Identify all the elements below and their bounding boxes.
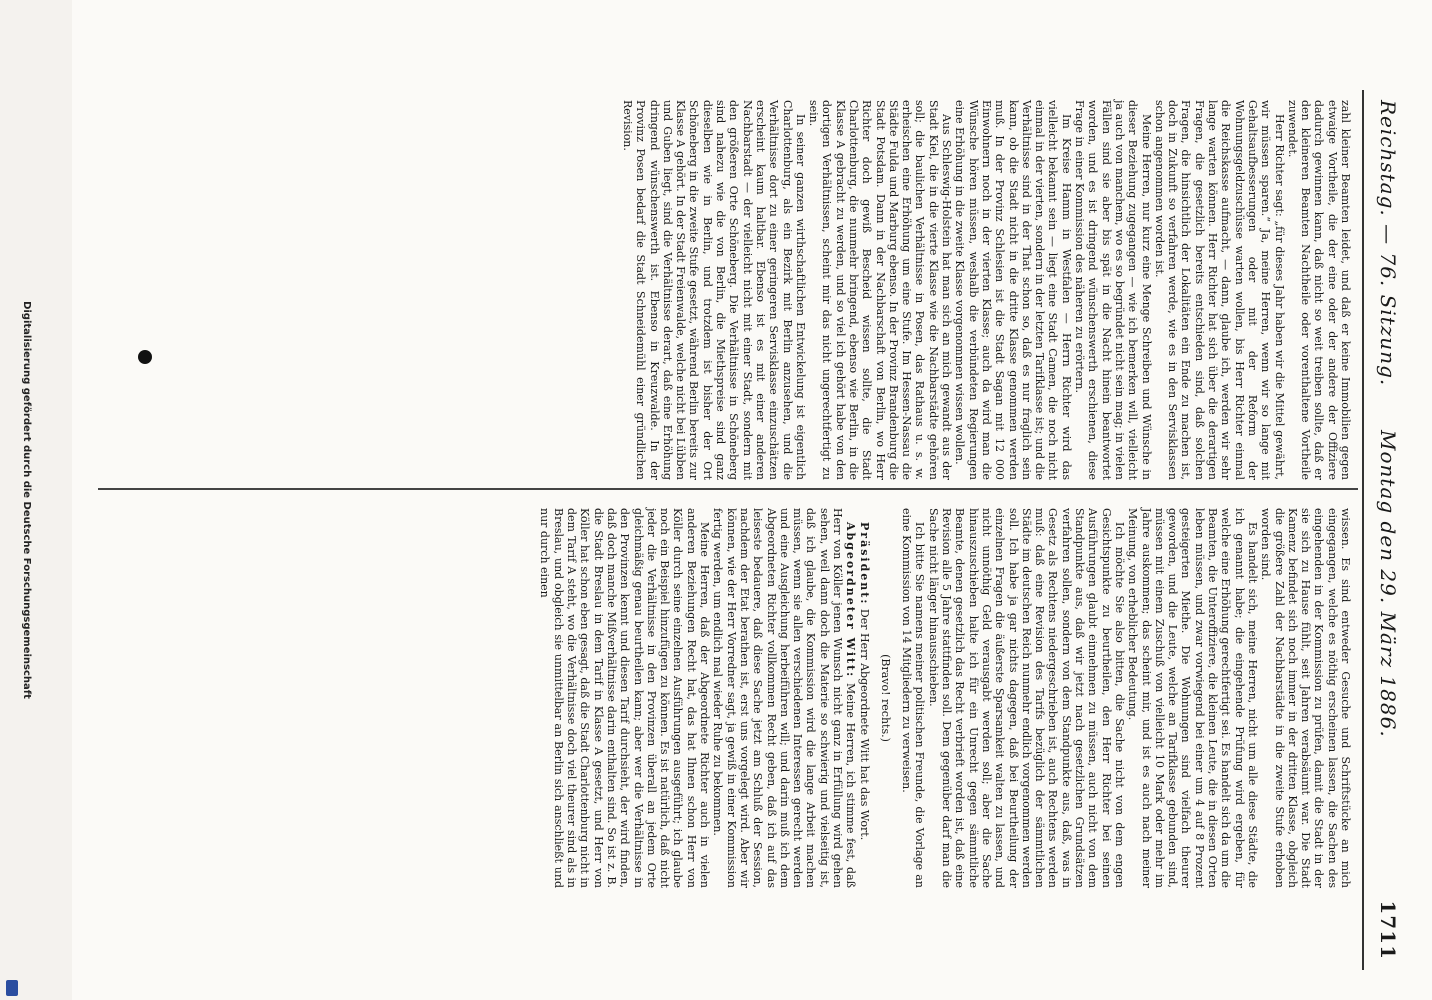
paragraph: wissen. Es sind entweder Gesuche und Schriftstücke an mich eingegangen, welche es nöthig erscheinen lassen, die Sachen des eingehenden in der Kommission zu prüfen, damit die Stadt in der sie sich zu Hause fühlt, seit Jahren verabsäumt war. Die Stadt Kamenz befindet sich noch immer in der dritten Klasse, obgleich die größere Zahl der Nachbarstädte in die zweite Stufe erhoben worden sind. (1259, 508, 1352, 888)
paragraph: zahl kleiner Beamten leidet, und daß er keine Immobilien gegen etwaige Vortheile, die der eine oder der andere der Offiziere dadurch gewinnen kann, daß nicht so weit treiben sollte, daß er den kleineren Beamten Nachtheile oder vorenthaltene Vortheile zuwendet. (1285, 100, 1352, 480)
page-number: 1711 (1376, 900, 1400, 960)
header-left: Reichstag. — 76. Sitzung. (1376, 100, 1400, 387)
column-rule (98, 488, 1358, 490)
right-column (538, 508, 1352, 888)
left-column (621, 100, 1352, 480)
paragraph: Meine Herren, nur kurz eine Menge Schreiben und Wünsche in dieser Beziehung zugegangen — wie ich bemerken will, vielleicht ja auch von manchem, wo es so begründet nicht sein mag; in vielen Fällen sind sie aber bis spät in die Nacht hinein beantwortet worden, und es ist dringend wünschenswerth erschienen, diese Frage in einer Kommission des näheren zu erörtern. (1073, 100, 1153, 480)
header-date: Montag den 29. März 1886. (1376, 430, 1400, 738)
president-speaker: Präsident: (857, 522, 871, 606)
header-rule (1362, 90, 1364, 970)
witt-paragraph: Meine Herren, daß der Abgeordnete Richter auch in vielen anderen Beziehungen Recht hat, das hat Ihnen schon Herr von Köller durch seine einzelnen Ausführungen ausgeführt; ich glaube noch ein Beispiel hinzufügen zu können. Es ist natürlich, daß nicht jeder die Verhältnisse in den Provinzen überall an jedem Orte gleichmäßig genau beurtheilen kann; aber wer die Verhältnisse in den Provinzen kennt und diesen Tarif durchsieht, der wird finden, daß doch manche Mißverhältnisse darin enthalten sind. So ist z. B. die Stadt Breslau in dem Tarif in Klasse A gesetzt, und Herr von Köller hat schon eben gesagt, daß die Stadt Charlottenburg nicht in dem Tarif A steht, wo die Verhältnisse doch viel theurer sind als in Breslau, und obgleich sie unmittelbar an Berlin sich anschließt und nur durch einen (538, 508, 712, 889)
digitization-credit: Digitalisierung gefördert durch die Deutsche Forschungsgemeinschaft (21, 301, 32, 699)
paragraph: Es handelt sich, meine Herren, nicht um alle diese Städte, die ich genannt habe; die eingehende Prüfung wird ergeben, für welche eine Erhöhung gerechtfertigt sei. Es handelt sich da um die Beamten, die Unteroffiziere, die kleinen Leute, die in diesen Orten leben müssen, und zwar vorwiegend bei einer um 4 auf 8 Prozent gesteigerten Miethe. Die Wohnungen sind vielfach theurer geworden, und die Leute, welche an Tarifklasse gebunden sind, müssen mit einem Zuschuß von vielleicht 10 Mark oder mehr im Jahre auskommen; das scheint mir, und ist es auch nach meiner Meinung, von erheblicher Bedeutung. (1126, 508, 1259, 888)
ink-spot (138, 350, 152, 364)
paragraph: Herr Richter sagt: „für dieses Jahr haben wir die Mittel gewährt, wir müssen sparen.“ Ja, meine Herren, wenn wir so lange mit Gehaltsaufbesserungen oder mit der Reform der Wohnungsgeldzuschüsse warten wollen, bis Herr Richter einmal die Reichskasse aufmacht, — dann, glaube ich, werden wir sehr lange warten können. Herr Richter hat sich über die derartigen Fragen, die gesetzlich bereits entschieden sind, daß solchen Fragen, die hinsichtlich der Lokalitäten ein Ende zu machen ist, doch in Zukunft so verfahren werde, wie es in den Servisklassen schon angenommen worden ist. (1152, 100, 1286, 480)
page-header (1364, 100, 1400, 960)
paragraph: In seiner ganzen wirthschaftlichen Entwickelung ist eigentlich Charlottenburg, als ein Bezirk mit Berlin anzusehen, und die Verhältnisse dort zu einer geringeren Servisklasse einzuschätzen erscheint kaum haltbar. Ebenso ist es mit einer anderen Nachbarstadt — der vielleicht nicht mit einer Stadt, sondern mit den größeren Orte Schöneberg. Die Verhältnisse in Schöneberg sind nahezu wie die von Berlin, die Miethspreise sind ganz dieselben wie in Berlin, und trotzdem ist bisher der Ort Schöneberg in die zweite Stufe gesetzt, während Berlin bereits zur Klasse A gehört. In der Stadt Freienwalde, welche nicht bei Lübben und Guben liegt, sind die Verhältnisse derart, daß eine Erhöhung dringend wünschenswerth ist. Ebenso in Kreuzwalde. In der Provinz Posen bedarf die Stadt Schneidemühl einer gründlichen Revision. (620, 100, 807, 480)
paragraph: Ich möchte Sie also bitten, die Sache nicht von dem engen Gesichtspunkte zu beurtheilen, den Herr Richter bei seinen Ausführungen glaubt einnehmen zu müssen, auch nicht von dem Standpunkte aus, daß wir jetzt nach gesetzlichen Grundsätzen verfahren sollen, sondern von dem Standpunkte aus, daß, was in Gesetz als Rechtens niedergeschrieben ist, auch Rechtens werden muß: daß eine Revision des Tarifs bezüglich der sämmtlichen Städte im deutschen Reich nunmehr endlich vorgenommen werden soll. Ich habe ja gar nichts dagegen, daß bei Beurtheilung der einzelnen Fragen die äußerste Sparsamkeit walten zu lassen, und nicht unnöthig Geld verausgabt werden soll; aber die Sache hinauszuschieben halte ich für ein Unrecht gegen sämmtliche Beamte, denen gesetzlich das Recht verbrieft worden ist, daß eine Revision alle 5 Jahre stattfinden soll. Dem gegenüber darf man die Sache nicht länger hinausschieben. (926, 508, 1126, 888)
paragraph: Aus Schleswig-Holstein hat man sich an mich gewandt aus der Stadt Kiel, die in die vierte Klasse wie die Nachbarstädte gehören soll; die baulichen Verhältnisse in Posen, das Rathaus u. s. w. erheischen eine Erhöhung um eine Stufe. Im Hessen-Nassau die Städte Fulda und Marburg ebenso. In der Provinz Brandenburg die Stadt Potsdam. Dann in der Nachbarschaft von Berlin, wo Herr Richter doch gewiß Bescheid wissen sollte, die Stadt Charlottenburg, die nunmehr bringend, ebenso wie Berlin, in die Klasse A gebracht zu werden, und so viel ich gehört habe von den dortigen Verhältnissen, scheint mir das nicht ungerechtfertigt zu sein. (807, 100, 954, 480)
witt-paragraph: Meine Herren, ich stimme fest, daß Herr von Köller jenen Wunsch nicht ganz in Erfüllung wird gehen sehen, weil dann doch die Materie so schwierig und vielseitig ist, daß ich glaube, die Kommission wird die lange Arbeit machen müssen, wenn sie allen verschiedenen Interessen gerecht werden und eine Ausgleichung herbeiführen will; und darin muß ich dem Abgeordneten Richter vollkommen Recht geben, daß ich auf das leiseste bedauere, daß diese Sache jetzt am Schluß der Session, nachdem der Etat berathen ist, erst uns vorgelegt wird. Aber wir können, wie der Herr Vorredner sagt, ja gewiß in einer Kommission fertig werden, um endlich mal wieder Ruhe zu bekommen. (711, 508, 858, 888)
paragraph: Im Kreise Hamm in Westfalen — Herrn Richter wird das vielleicht bekannt sein — liegt eine Stadt Camen, die noch nicht einmal in der vierten, sondern in der letzten Tarifklasse ist; und die Verhältnisse sind in der That schon so, daß es nur fraglich sein kann, ob die Stadt nicht in die dritte Klasse genommen werden muß. In der Provinz Schlesien ist die Stadt Sagan mit 12 000 Einwohnern noch in der vierten Klasse; auch da wird man die Wünsche hören müssen, weshalb die verbündeten Regierungen eine Erhöhung in die zweite Klasse vorgenommen wissen wollen. (953, 100, 1073, 480)
dfg-logo-icon (6, 980, 18, 996)
applause-note: (Bravo! rechts.) (878, 654, 892, 742)
president-text: Der Herr Abgeordnete Witt hat das Wort. (857, 608, 871, 841)
witt-speaker: Abgeordneter Witt: (844, 522, 858, 679)
scanned-page (72, 0, 1432, 1000)
paragraph: Ich bitte Sie namens meiner politischen Freunde, die Vorlage an eine Kommission von 14 Mitgliedern zu verweisen. (900, 508, 927, 888)
